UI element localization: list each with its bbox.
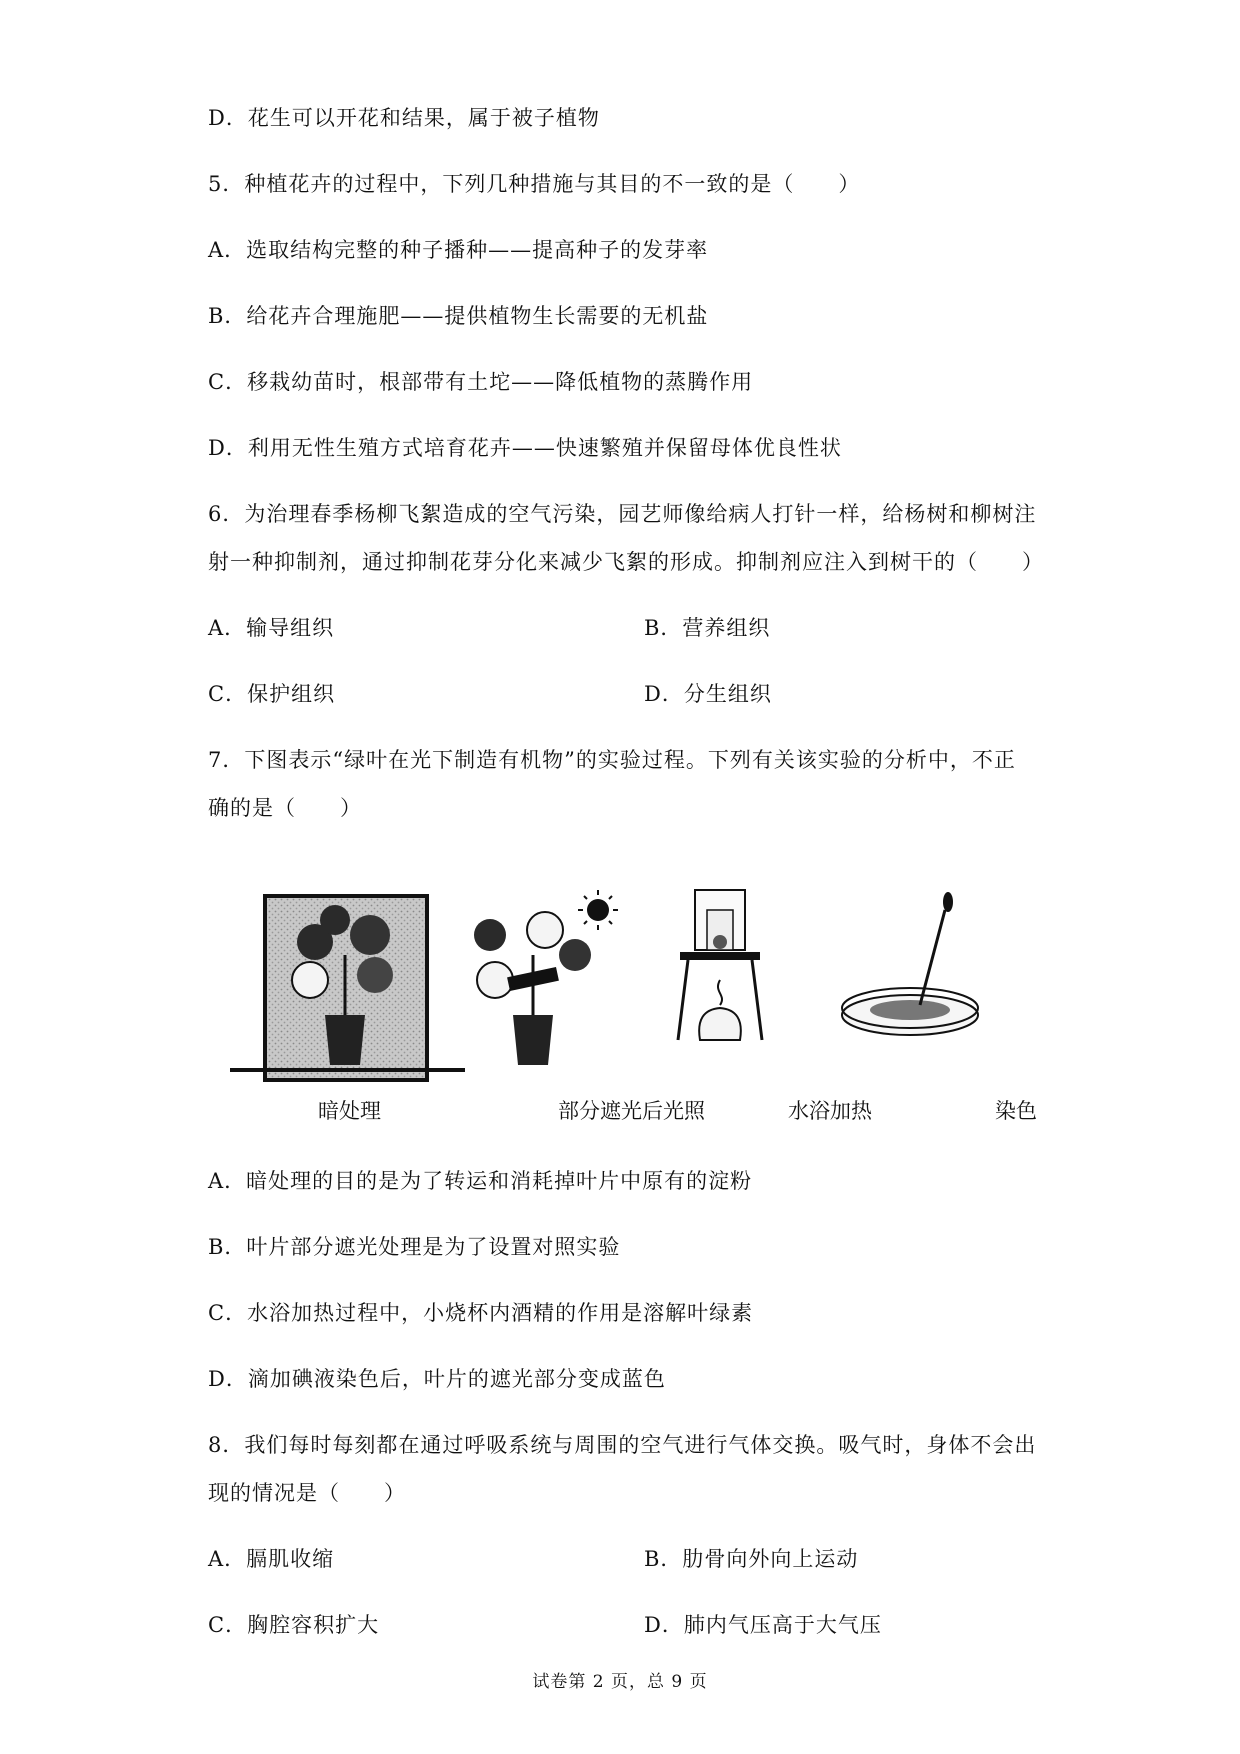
caption-dark-treatment: 暗处理 [318,1099,381,1123]
question-6-stem-line-2: 射一种抑制剂，通过抑制花芽分化来减少飞絮的形成。抑制剂应注入到树干的（ ） [208,550,1044,574]
question-7-option-c: C．水浴加热过程中，小烧杯内酒精的作用是溶解叶绿素 [208,1301,754,1325]
question-6-option-d: D．分生组织 [644,682,772,706]
caption-water-bath: 水浴加热 [788,1099,872,1123]
question-6-stem-line-1: 6．为治理春季杨柳飞絮造成的空气污染，园艺师像给病人打针一样，给杨树和柳树注 [208,502,1037,526]
question-5-option-d: D．利用无性生殖方式培育花卉——快速繁殖并保留母体优良性状 [208,436,842,460]
question-8-option-a: A．膈肌收缩 [208,1547,335,1571]
text-line-d-peanut: D．花生可以开花和结果，属于被子植物 [208,106,600,130]
water-bath-illustration [678,890,762,1040]
question-7-option-d: D．滴加碘液染色后，叶片的遮光部分变成蓝色 [208,1367,666,1391]
question-7-stem-line-1: 7．下图表示“绿叶在光下制造有机物”的实验过程。下列有关该实验的分析中，不正 [208,748,1016,772]
question-6-option-a: A．输导组织 [208,616,335,640]
dark-treatment-illustration [230,896,465,1080]
question-5-option-b: B．给花卉合理施肥——提供植物生长需要的无机盐 [208,304,709,328]
caption-staining: 染色 [995,1099,1037,1123]
partial-shading-illustration [474,890,618,1065]
question-5-option-c: C．移栽幼苗时，根部带有土坨——降低植物的蒸腾作用 [208,370,754,394]
question-8-stem-line-1: 8．我们每时每刻都在通过呼吸系统与周围的空气进行气体交换。吸气时，身体不会出 [208,1433,1037,1457]
page-footer: 试卷第 2 页，总 9 页 [532,1672,708,1692]
question-7-stem-line-2: 确的是（ ） [208,796,362,820]
question-8-stem-line-2: 现的情况是（ ） [208,1481,406,1505]
question-7-option-b: B．叶片部分遮光处理是为了设置对照实验 [208,1235,621,1259]
question-6-option-b: B．营养组织 [644,616,771,640]
question-5-stem: 5．种植花卉的过程中，下列几种措施与其目的不一致的是（ ） [208,172,861,196]
question-8-option-d: D．肺内气压高于大气压 [644,1613,882,1637]
question-5-option-a: A．选取结构完整的种子播种——提高种子的发芽率 [208,238,709,262]
question-8-option-b: B．肋骨向外向上运动 [644,1547,859,1571]
staining-illustration [842,892,978,1035]
question-8-option-c: C．胸腔容积扩大 [208,1613,380,1637]
caption-partial-shading: 部分遮光后光照 [558,1099,705,1123]
question-6-option-c: C．保护组织 [208,682,336,706]
question-7-option-a: A．暗处理的目的是为了转运和消耗掉叶片中原有的淀粉 [208,1169,753,1193]
